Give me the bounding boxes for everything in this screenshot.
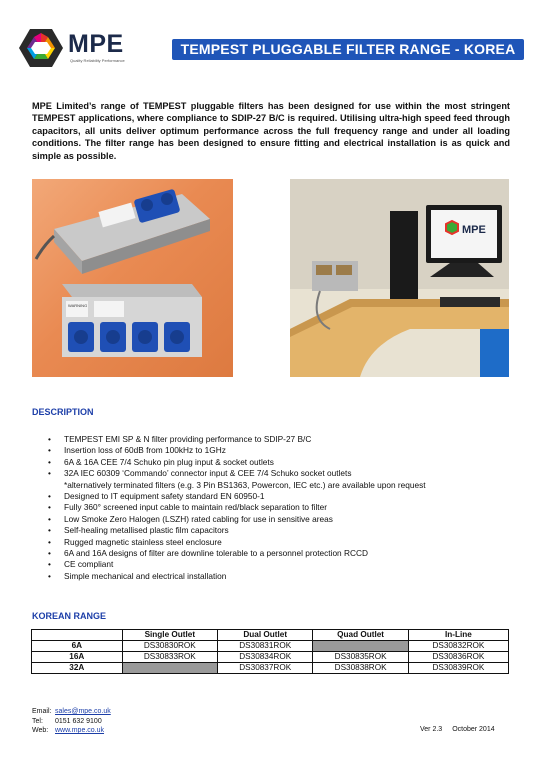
office-installation-photo	[290, 179, 509, 377]
description-item-text: Insertion loss of 60dB from 100kHz to 1GHz	[64, 445, 226, 456]
description-heading: DESCRIPTION	[32, 407, 94, 417]
description-item	[48, 491, 518, 502]
description-item-text: 6A & 16A CEE 7/4 Schuko pin plug input & socket outlets	[64, 456, 274, 467]
row-label: 16A	[32, 652, 123, 663]
description-item-text: 32A IEC 60309 ‘Commando’ connector input & CEE 7/4 Schuko socket outlets	[64, 468, 352, 479]
website-link[interactable]: www.mpe.co.uk	[55, 727, 105, 734]
column-header: Dual Outlet	[218, 630, 313, 641]
part-number-cell: DS30838ROK	[313, 663, 408, 674]
korean-range-table	[31, 629, 509, 674]
description-item-note: *alternatively terminated filters (e.g. 3 Pin BS1363, Powercon, IEC etc.) are available upon request	[64, 479, 426, 490]
column-header: In-Line	[408, 630, 508, 641]
description-item-text: CE compliant	[64, 559, 114, 570]
description-item-text: Designed to IT equipment safety standard EN 60950-1	[64, 491, 265, 502]
description-item	[48, 514, 518, 525]
description-item	[48, 559, 518, 570]
table-row	[32, 652, 509, 663]
mpe-logo-icon	[18, 28, 64, 68]
page-title: TEMPEST PLUGGABLE FILTER RANGE - KOREA	[172, 39, 524, 60]
column-header: Quad Outlet	[313, 630, 408, 641]
part-number-cell: DS30837ROK	[218, 663, 313, 674]
part-number-cell: DS30832ROK	[408, 641, 508, 652]
description-list	[48, 434, 518, 582]
warning-label: WARNING	[68, 303, 88, 308]
part-number-cell: DS30833ROK	[122, 652, 217, 663]
part-number-cell: DS30836ROK	[408, 652, 508, 663]
description-item	[48, 548, 518, 559]
unavailable-cell	[122, 663, 217, 674]
quad-outlet-filter-unit	[62, 284, 202, 357]
telephone-number: 0151 632 9100	[55, 717, 102, 725]
logo-wordmark: MPE	[68, 30, 124, 58]
description-item-text: Low Smoke Zero Halogen (LSZH) rated cabling for use in sensitive areas	[64, 513, 333, 524]
contact-details	[32, 707, 111, 736]
description-item-text: Simple mechanical and electrical installation	[64, 570, 227, 581]
description-item-text: 6A and 16A designs of filter are downline tolerable to a personnel protection RCCD	[64, 548, 368, 559]
part-number-cell: DS30839ROK	[408, 663, 508, 674]
email-label: Email:	[32, 708, 52, 715]
row-label: 6A	[32, 641, 123, 652]
description-item-text: Rugged magnetic stainless steel enclosure	[64, 536, 222, 547]
column-header	[32, 630, 123, 641]
part-number-cell: DS30835ROK	[313, 652, 408, 663]
description-item	[48, 434, 518, 445]
column-header: Single Outlet	[122, 630, 217, 641]
description-item	[48, 468, 518, 491]
part-number-cell: DS30831ROK	[218, 641, 313, 652]
tel-label: Tel:	[32, 717, 43, 725]
monitor-logo-text: MPE	[462, 224, 486, 236]
korean-range-heading: KOREAN RANGE	[32, 611, 107, 621]
table-header-row	[32, 630, 509, 641]
web-label: Web:	[32, 727, 49, 734]
email-link[interactable]: sales@mpe.co.uk	[55, 708, 111, 715]
intro-paragraph: MPE Limited’s range of TEMPEST pluggable filters has been designed for use within the most stringent TEMPEST applications, where compliance to SDIP-27 B/C is required. Utilising ultra-high speed feed through capacitors, all units deliver optimum performance across the full frequency range and under all loading conditions. The filter range has been designed to ensure fitting and electrical installation is as quick and simple as possible.	[32, 101, 510, 161]
unavailable-cell	[313, 641, 408, 652]
description-item	[48, 571, 518, 582]
description-item	[48, 537, 518, 548]
row-label: 32A	[32, 663, 123, 674]
description-item-text: TEMPEST EMI SP & N filter providing performance to SDIP-27 B/C	[64, 434, 312, 444]
version-date: October 2014	[452, 726, 495, 733]
pc-tower	[390, 211, 418, 299]
description-item	[48, 502, 518, 513]
part-number-cell: DS30834ROK	[218, 652, 313, 663]
part-number-cell: DS30830ROK	[122, 641, 217, 652]
logo-tagline: Quality Reliability Performance	[70, 58, 125, 63]
version-number: Ver 2.3	[420, 726, 443, 733]
description-item	[48, 457, 518, 468]
description-item	[48, 525, 518, 536]
dual-outlet-filter-unit	[36, 189, 210, 274]
filter-units-photo	[32, 179, 233, 377]
table-row	[32, 663, 509, 674]
table-row	[32, 641, 509, 652]
description-item-text: Fully 360° screened input cable to maintain red/black separation to filter	[64, 502, 327, 513]
description-item-text: Self-healing metallised plastic film capacitors	[64, 525, 229, 536]
version-info	[420, 726, 495, 733]
description-item	[48, 445, 518, 456]
